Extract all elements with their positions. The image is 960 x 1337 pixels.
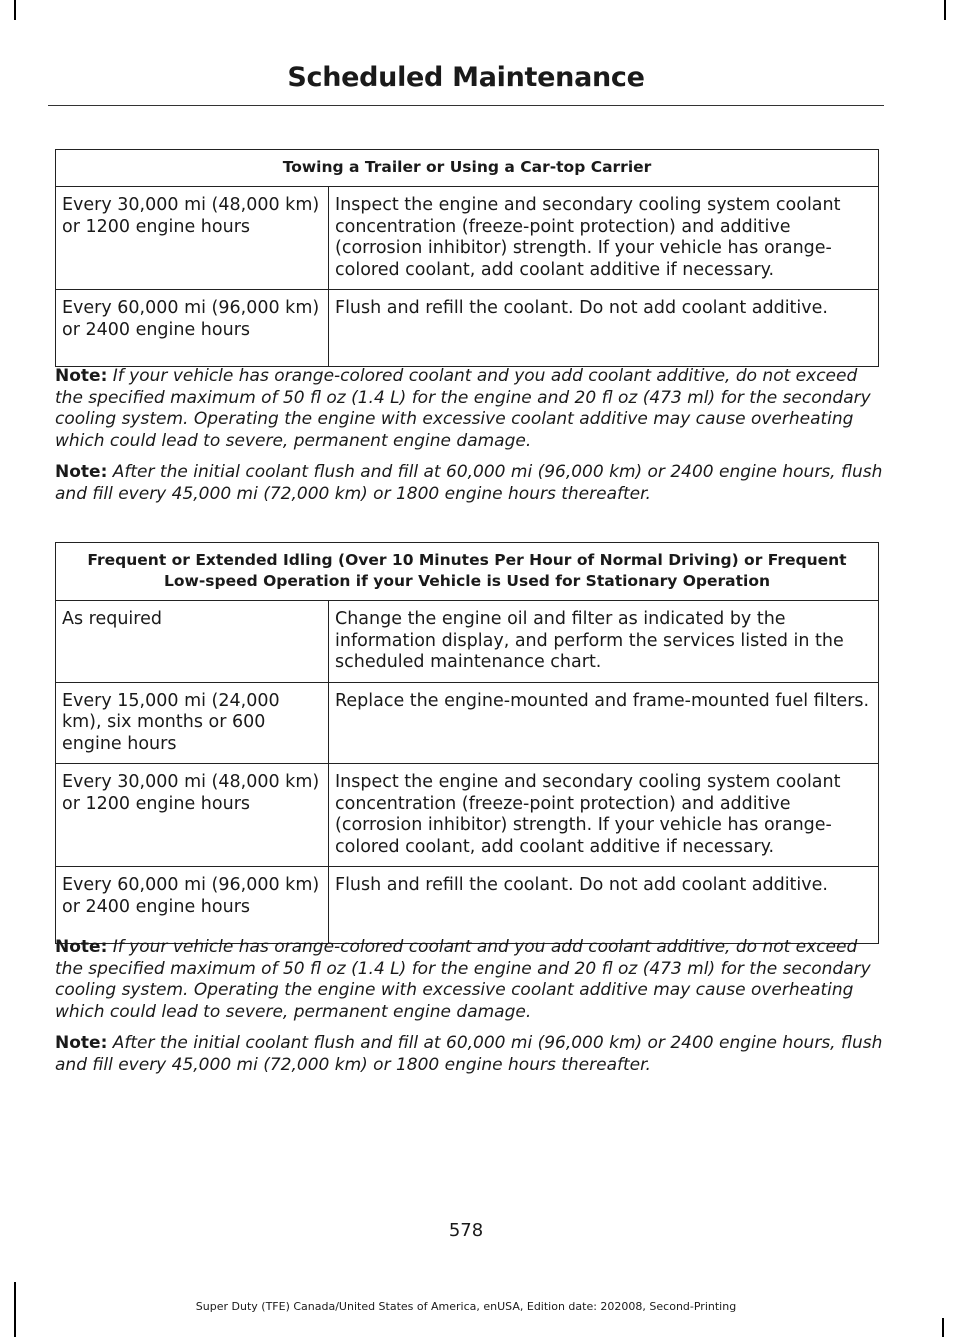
crop-mark-bottom-left xyxy=(14,1282,16,1337)
interval-cell: Every 60,000 mi (96,000 km) or 2400 engine hours xyxy=(56,867,329,944)
table-row xyxy=(56,764,879,867)
header-divider xyxy=(48,105,884,106)
note xyxy=(55,1033,885,1076)
note xyxy=(55,937,885,1023)
note xyxy=(55,462,885,505)
interval-cell: As required xyxy=(56,601,329,683)
page-number: 578 xyxy=(448,1220,484,1241)
action-cell: Change the engine oil and filter as indicated by the information display, and perform the services listed in the scheduled maintenance chart. xyxy=(329,601,879,683)
note-text: After the initial coolant flush and fill at 60,000 mi (96,000 km) or 2400 engine hours, flush and fill every 45,000 mi (72,000 km) or 1800 engine hours thereafter. xyxy=(55,462,883,504)
note-text: If your vehicle has orange-colored coolant and you add coolant additive, do not exceed the specified maximum of 50 fl oz (1.4 L) for the engine and 20 fl oz (473 ml) for the secondary cooling system. Operating the engine with excessive coolant additive may cause overheating which could lead to severe, permanent engine damage. xyxy=(55,937,871,1022)
table-row xyxy=(56,601,879,683)
interval-cell: Every 30,000 mi (48,000 km) or 1200 engine hours xyxy=(56,764,329,867)
note-label: Note: xyxy=(55,366,108,386)
table-row xyxy=(56,290,879,367)
edition-footer: Super Duty (TFE) Canada/United States of America, enUSA, Edition date: 202008, Second-Printing xyxy=(195,1300,737,1313)
crop-mark-top-right xyxy=(944,0,946,20)
action-cell: Inspect the engine and secondary cooling system coolant concentration (freeze-point protection) and additive (corrosion inhibitor) strength. If your vehicle has orange-colored coolant, add coolant additive if necessary. xyxy=(329,187,879,290)
idling-maintenance-table xyxy=(55,542,879,944)
note xyxy=(55,366,885,452)
crop-mark-top-left xyxy=(14,0,16,20)
note-label: Note: xyxy=(55,937,108,957)
table-heading: Frequent or Extended Idling (Over 10 Minutes Per Hour of Normal Driving) or Frequent Low-speed Operation if your Vehicle is Used for Stationary Operation xyxy=(56,543,879,601)
note-label: Note: xyxy=(55,462,108,482)
note-text: If your vehicle has orange-colored coolant and you add coolant additive, do not exceed the specified maximum of 50 fl oz (1.4 L) for the engine and 20 fl oz (473 ml) for the secondary cooling system. Operating the engine with excessive coolant additive may cause overheating which could lead to severe, permanent engine damage. xyxy=(55,366,871,451)
crop-mark-bottom-right xyxy=(942,1318,944,1337)
interval-cell: Every 60,000 mi (96,000 km) or 2400 engine hours xyxy=(56,290,329,367)
action-cell: Flush and refill the coolant. Do not add coolant additive. xyxy=(329,290,879,367)
notes-section-2 xyxy=(55,937,885,1086)
interval-cell: Every 30,000 mi (48,000 km) or 1200 engine hours xyxy=(56,187,329,290)
page-title: Scheduled Maintenance xyxy=(287,62,645,93)
action-cell: Inspect the engine and secondary cooling system coolant concentration (freeze-point protection) and additive (corrosion inhibitor) strength. If your vehicle has orange-colored coolant, add coolant additive if necessary. xyxy=(329,764,879,867)
towing-maintenance-table xyxy=(55,149,879,367)
table-heading: Towing a Trailer or Using a Car-top Carrier xyxy=(56,150,879,187)
table-row xyxy=(56,682,879,764)
interval-cell: Every 15,000 mi (24,000 km), six months or 600 engine hours xyxy=(56,682,329,764)
table-row xyxy=(56,187,879,290)
table-row xyxy=(56,867,879,944)
action-cell: Replace the engine-mounted and frame-mounted fuel filters. xyxy=(329,682,879,764)
notes-section-1 xyxy=(55,366,885,515)
action-cell: Flush and refill the coolant. Do not add coolant additive. xyxy=(329,867,879,944)
note-text: After the initial coolant flush and fill at 60,000 mi (96,000 km) or 2400 engine hours, flush and fill every 45,000 mi (72,000 km) or 1800 engine hours thereafter. xyxy=(55,1033,883,1075)
note-label: Note: xyxy=(55,1033,108,1053)
